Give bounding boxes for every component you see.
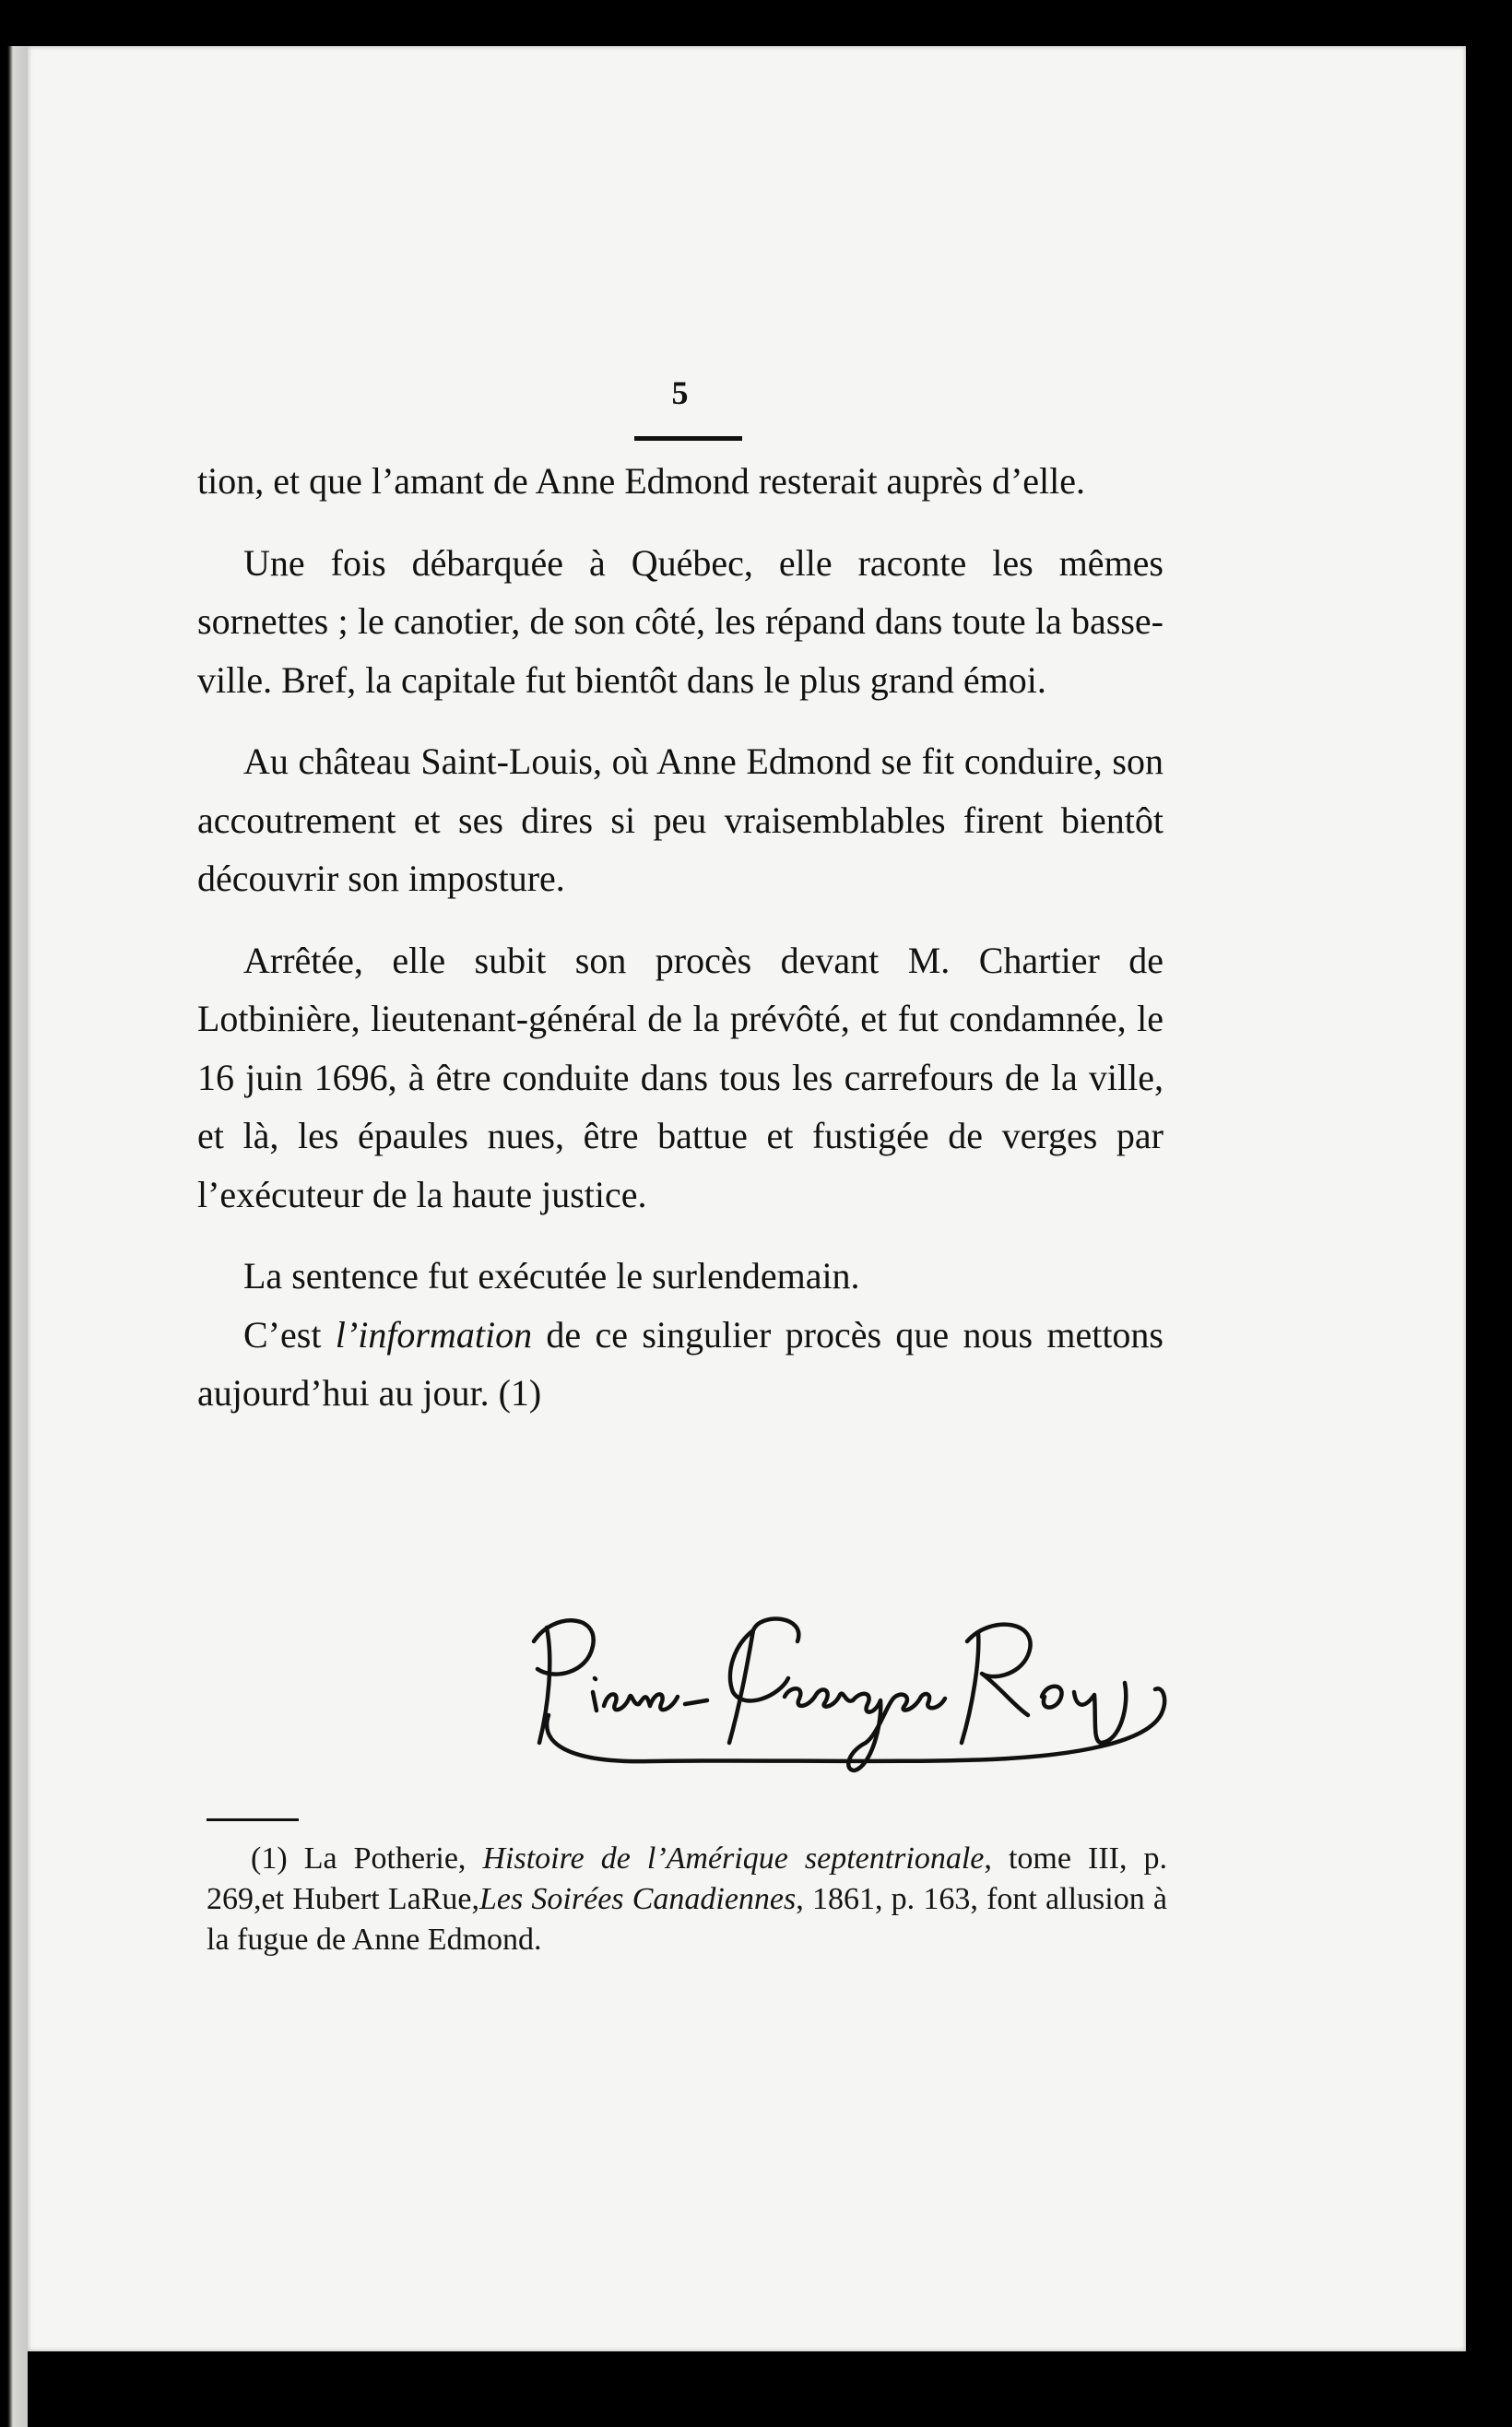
book-spine-edge: [0, 46, 28, 2427]
footnote-part-2: , tome III, p. 269,et Hubert LaRue,: [207, 1841, 1168, 1916]
footnote-part-1: (1) La Potherie,: [251, 1841, 483, 1876]
handwritten-signature: [512, 1604, 1180, 1775]
page-number: 5: [671, 374, 689, 411]
scan-border-right: [1466, 46, 1512, 2427]
page-number-rule: [634, 436, 742, 441]
paragraph-2: Une fois débarquée à Québec, elle raconte les mêmes sornettes ; le canotier, de son côté, les répand dans toute la basse-ville. Bref, la capitale fut bientôt dans le plus grand émoi.: [197, 541, 1164, 701]
paragraph-6-italic: l’information: [335, 1313, 533, 1356]
footnote-part-3: , 1861, p. 163, font allusion à la fugue de Anne Edmond.: [207, 1882, 1167, 1957]
footnote: [207, 1839, 1167, 1960]
footnote-rule: [207, 1818, 299, 1821]
body-text: [197, 452, 1164, 1423]
footnote-italic-2: Les Soirées Canadiennes: [478, 1882, 797, 1916]
book-page: [28, 46, 1466, 2351]
paragraph-6-start: C’est: [243, 1313, 336, 1356]
paragraph-3: Au château Saint-Louis, où Anne Edmond se fit conduire, son accoutrement et ses dires si peu vraisemblables firent bientôt découvrir son imposture.: [197, 740, 1164, 899]
paragraph-6: [197, 1306, 1164, 1423]
paragraph-6-end: de ce singulier procès que nous mettons aujourd’hui au jour. (1): [197, 1313, 1164, 1414]
paragraph-4: Arrêtée, elle subit son procès devant M. Chartier de Lotbinière, lieutenant-général de la prévôté, et fut condamnée, le 16 juin 1696, à être conduite dans tous les carrefours de la ville, et là, les épaules nues, être battue et fustigée de verges par l’exécuteur de la haute justice.: [197, 939, 1164, 1215]
paragraph-1: tion, et que l’amant de Anne Edmond resterait auprès d’elle.: [197, 460, 1086, 502]
footnote-text: [207, 1839, 1167, 1960]
footnote-italic-1: Histoire de l’Amérique septentrionale: [482, 1841, 985, 1876]
paragraph-5: La sentence fut exécutée le surlendemain.: [243, 1255, 860, 1296]
